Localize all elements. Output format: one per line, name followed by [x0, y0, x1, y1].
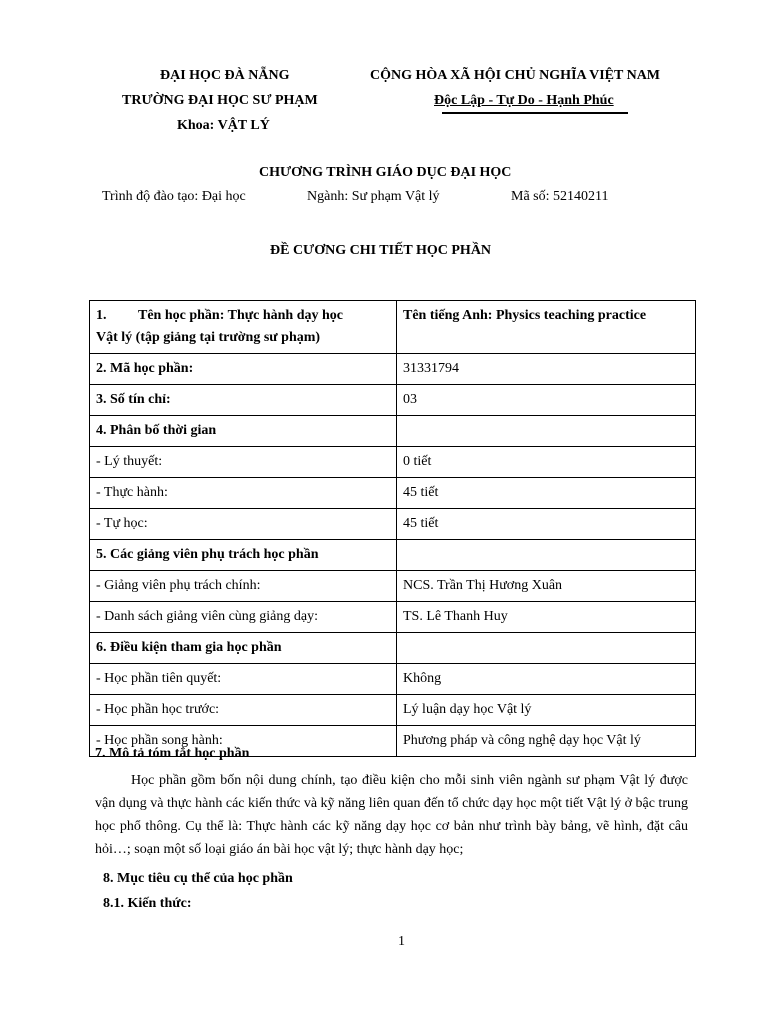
- row-label: - Học phần tiên quyết:: [90, 664, 397, 695]
- row-value: [397, 416, 696, 447]
- table-row: [90, 416, 696, 447]
- motto-underline: [442, 112, 628, 114]
- section7-body: Học phần gồm bốn nội dung chính, tạo điều kiện cho mỗi sinh viên ngành sư phạm Vật lý được vận dụng và thực hành các kiến thức và kỹ năng liên quan đến tổ chức dạy học một tiết Vật lý ở bậc trung học phổ thông. Cụ thể là: Thực hành các kỹ năng dạy học cơ bản như trình bày bảng, vẽ hình, đặt câu hỏi…; soạn một số loại giáo án bài học vật lý; thực hành dạy học;: [95, 773, 688, 857]
- table-row: [90, 664, 696, 695]
- row-value: 03: [397, 385, 696, 416]
- table-row: [90, 385, 696, 416]
- row-value: 45 tiết: [397, 509, 696, 540]
- program-title: CHƯƠNG TRÌNH GIÁO DỤC ĐẠI HỌC: [259, 165, 512, 180]
- row-label: - Lý thuyết:: [90, 447, 397, 478]
- row-value: 31331794: [397, 354, 696, 385]
- motto: Độc Lập - Tự Do - Hạnh Phúc: [434, 93, 614, 108]
- row-label: - Học phần học trước:: [90, 695, 397, 726]
- university-name: ĐẠI HỌC ĐÀ NẴNG: [160, 68, 290, 83]
- row-value: [397, 633, 696, 664]
- table-row: [90, 354, 696, 385]
- row-label: 2. Mã học phần:: [90, 354, 397, 385]
- major: Ngành: Sư phạm Vật lý: [307, 189, 440, 204]
- page-number: 1: [398, 934, 405, 949]
- training-level: Trình độ đào tạo: Đại học: [102, 189, 246, 204]
- table-row: [90, 695, 696, 726]
- table-row: [90, 509, 696, 540]
- row-value: 0 tiết: [397, 447, 696, 478]
- english-name-cell: Tên tiếng Anh: Physics teaching practice: [397, 301, 696, 354]
- row-value: TS. Lê Thanh Huy: [397, 602, 696, 633]
- row-label: 4. Phân bố thời gian: [90, 416, 397, 447]
- row-label: - Thực hành:: [90, 478, 397, 509]
- section7-heading: 7. Mô tả tóm tắt học phần: [95, 746, 250, 761]
- table-row: [90, 602, 696, 633]
- table-row: [90, 478, 696, 509]
- row-label: - Tự học:: [90, 509, 397, 540]
- table-row: [90, 571, 696, 602]
- table-row: [90, 633, 696, 664]
- table-row: [90, 540, 696, 571]
- row-value: NCS. Trần Thị Hương Xuân: [397, 571, 696, 602]
- course-name-line2: Vật lý (tập giảng tại trường sư phạm): [96, 330, 321, 345]
- row-label: - Học phần song hành:: [90, 726, 397, 757]
- course-info-table: [89, 300, 696, 757]
- program-code: Mã số: 52140211: [511, 189, 609, 204]
- row-value: Phương pháp và công nghệ dạy học Vật lý: [397, 726, 696, 757]
- document-title: ĐỀ CƯƠNG CHI TIẾT HỌC PHẦN: [270, 243, 492, 258]
- table-row: [90, 301, 696, 354]
- course-name-cell: [90, 301, 397, 354]
- section8-sub: 8.1. Kiến thức:: [103, 896, 192, 911]
- section8-heading: 8. Mục tiêu cụ thể của học phần: [103, 871, 293, 886]
- nation-name: CỘNG HÒA XÃ HỘI CHỦ NGHĨA VIỆT NAM: [370, 68, 661, 83]
- course-name-line1: 1. Tên học phần: Thực hành dạy học: [96, 308, 343, 323]
- row-value: [397, 540, 696, 571]
- row-label: 6. Điều kiện tham gia học phần: [90, 633, 397, 664]
- school-name: TRƯỜNG ĐẠI HỌC SƯ PHẠM: [122, 93, 318, 108]
- row-value: Không: [397, 664, 696, 695]
- row-value: 45 tiết: [397, 478, 696, 509]
- row-label: - Giảng viên phụ trách chính:: [90, 571, 397, 602]
- table-row: [90, 447, 696, 478]
- row-value: Lý luận dạy học Vật lý: [397, 695, 696, 726]
- row-label: 5. Các giảng viên phụ trách học phần: [90, 540, 397, 571]
- row-label: - Danh sách giảng viên cùng giảng dạy:: [90, 602, 397, 633]
- faculty-name: Khoa: VẬT LÝ: [177, 118, 270, 133]
- row-label: 3. Số tín chỉ:: [90, 385, 397, 416]
